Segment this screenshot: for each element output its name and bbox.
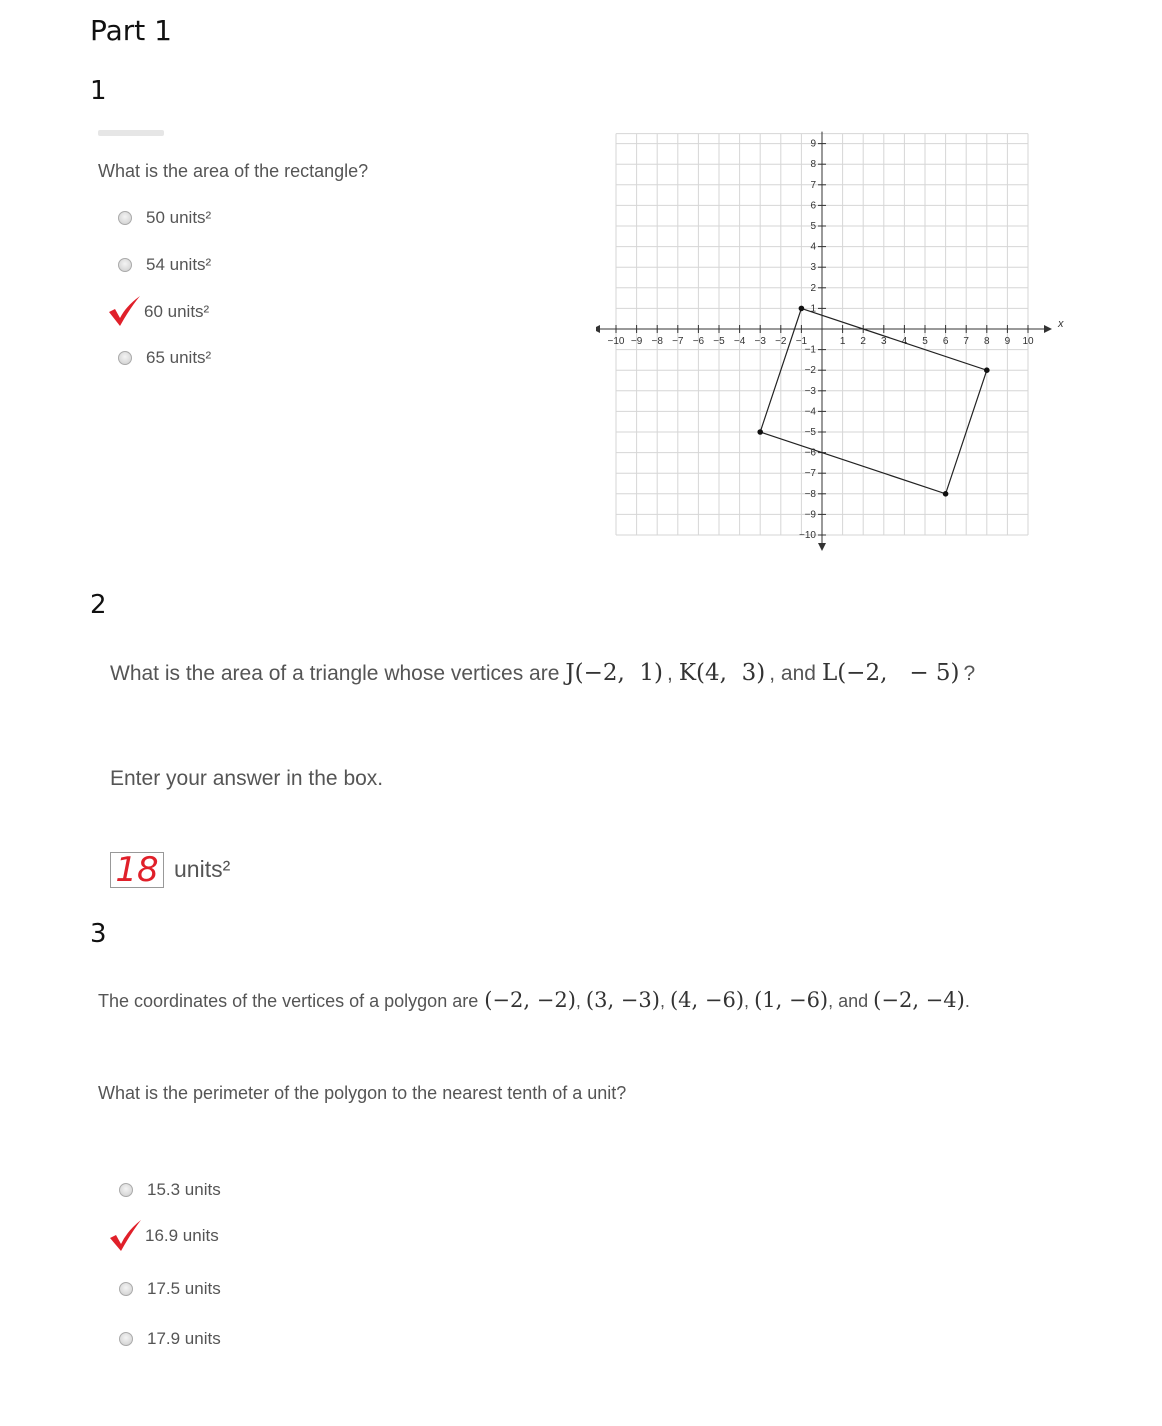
x-tick-label: −7 <box>672 336 684 347</box>
question-mark: ? <box>963 662 976 685</box>
option-label: 65 units² <box>146 348 212 367</box>
divider <box>98 130 164 136</box>
y-tick-label: −9 <box>804 509 816 521</box>
x-tick-label: −1 <box>795 336 808 347</box>
radio-button[interactable] <box>118 258 132 272</box>
q1-option-3[interactable] <box>118 294 209 330</box>
answer-unit: units² <box>174 856 231 882</box>
y-tick-label: 7 <box>810 179 816 191</box>
radio-button[interactable] <box>119 1282 133 1296</box>
radio-button[interactable] <box>118 351 132 365</box>
y-tick-label: 5 <box>810 221 816 232</box>
question-2-prompt <box>110 660 975 686</box>
question-3-number: 3 <box>90 919 107 949</box>
y-tick-label: −2 <box>804 365 816 377</box>
period: . <box>964 991 970 1011</box>
y-tick-label: 3 <box>810 262 816 274</box>
x-axis-label: x <box>1058 318 1064 330</box>
radio-button[interactable] <box>119 1183 133 1197</box>
x-tick-label: −8 <box>651 336 663 347</box>
x-tick-label: 6 <box>942 336 949 347</box>
x-tick-label: −5 <box>713 336 725 347</box>
x-axis-arrow-right <box>1044 325 1052 333</box>
prompt-text: What is the area of a triangle whose vertices are <box>110 662 560 685</box>
x-axis-arrow-left <box>596 325 600 333</box>
y-tick-label: −5 <box>804 427 816 438</box>
vertex: (4, −6) <box>669 988 745 1012</box>
separator: , and <box>769 662 816 685</box>
checkmark-icon <box>107 1218 143 1254</box>
option-label: 60 units² <box>144 302 210 321</box>
option-label: 17.5 units <box>147 1279 221 1298</box>
question-2-instruction: Enter your answer in the box. <box>110 767 384 790</box>
vertex: (−2, −2) <box>484 988 576 1012</box>
x-tick-label: 10 <box>1022 336 1034 347</box>
checkmark-icon <box>106 294 142 330</box>
option-label: 17.9 units <box>147 1329 221 1348</box>
x-tick-label: −9 <box>630 336 643 347</box>
y-tick-label: −8 <box>804 488 816 500</box>
part-title: Part 1 <box>90 14 172 47</box>
separator: , <box>744 991 750 1011</box>
separator: , <box>575 991 581 1011</box>
question-1-number: 1 <box>90 76 107 106</box>
y-axis-arrow-down <box>818 543 826 551</box>
x-tick-label: 9 <box>1004 336 1011 347</box>
x-tick-label: 8 <box>984 336 990 347</box>
x-tick-label: 4 <box>901 336 908 347</box>
answer-input[interactable] <box>110 852 164 888</box>
y-tick-label: −6 <box>804 447 816 459</box>
y-tick-label: −1 <box>804 344 816 356</box>
x-tick-label: −3 <box>754 336 766 347</box>
rectangle-vertex <box>757 429 763 435</box>
prompt-text: The coordinates of the vertices of a polygon are <box>98 991 479 1011</box>
answer-value: 18 <box>115 850 159 890</box>
x-tick-label: 7 <box>963 336 969 347</box>
rectangle-vertex <box>984 367 990 373</box>
y-tick-label: −3 <box>804 385 816 397</box>
y-tick-label: 4 <box>810 241 816 253</box>
x-tick-label: 3 <box>881 336 887 347</box>
x-tick-label: −6 <box>692 336 705 347</box>
vertex: (1, −6) <box>754 988 829 1012</box>
y-tick-label: 6 <box>810 200 816 212</box>
q1-option-2[interactable] <box>118 255 211 275</box>
q1-option-1[interactable] <box>118 208 211 228</box>
y-tick-label: 9 <box>810 138 816 150</box>
q3-option-3[interactable] <box>119 1279 221 1299</box>
q1-option-4[interactable] <box>118 348 211 368</box>
separator: , <box>659 991 665 1011</box>
y-tick-label: −4 <box>804 406 816 418</box>
separator: , <box>667 662 673 685</box>
separator: , and <box>828 991 869 1011</box>
y-tick-label: 2 <box>810 282 816 294</box>
coordinate-graph <box>596 126 1066 556</box>
y-tick-label: −10 <box>799 530 816 541</box>
question-3-prompt <box>98 988 970 1012</box>
q3-option-2[interactable] <box>119 1218 219 1254</box>
vertex-l: L(−2, − 5) <box>821 660 960 686</box>
x-tick-label: 5 <box>922 336 928 347</box>
vertex-j: J(−2, 1) <box>565 660 664 686</box>
rectangle-vertex <box>799 306 805 312</box>
radio-button[interactable] <box>119 1332 133 1346</box>
option-label: 16.9 units <box>145 1226 219 1245</box>
vertex: (3, −3) <box>585 988 660 1012</box>
q3-option-4[interactable] <box>119 1329 221 1349</box>
vertex-k: K(4, 3) <box>678 660 766 686</box>
x-tick-label: −10 <box>607 336 625 347</box>
radio-button[interactable] <box>118 211 132 225</box>
x-tick-label: 1 <box>839 336 846 347</box>
option-label: 54 units² <box>146 255 212 274</box>
y-tick-label: 1 <box>810 303 816 315</box>
q3-option-1[interactable] <box>119 1180 221 1200</box>
rectangle-vertex <box>943 491 949 497</box>
x-tick-label: −2 <box>775 336 787 347</box>
x-tick-label: 2 <box>860 336 866 347</box>
y-tick-label: 8 <box>810 159 816 171</box>
rectangle-shape <box>760 308 987 493</box>
x-tick-label: −4 <box>733 336 746 347</box>
option-label: 15.3 units <box>147 1180 221 1199</box>
option-label: 50 units² <box>146 208 212 227</box>
question-3-question: What is the perimeter of the polygon to the nearest tenth of a unit? <box>98 1083 627 1103</box>
question-1-prompt: What is the area of the rectangle? <box>98 161 369 181</box>
question-2-number: 2 <box>90 590 107 620</box>
vertex: (−2, −4) <box>873 988 965 1012</box>
y-tick-label: −7 <box>804 468 816 480</box>
